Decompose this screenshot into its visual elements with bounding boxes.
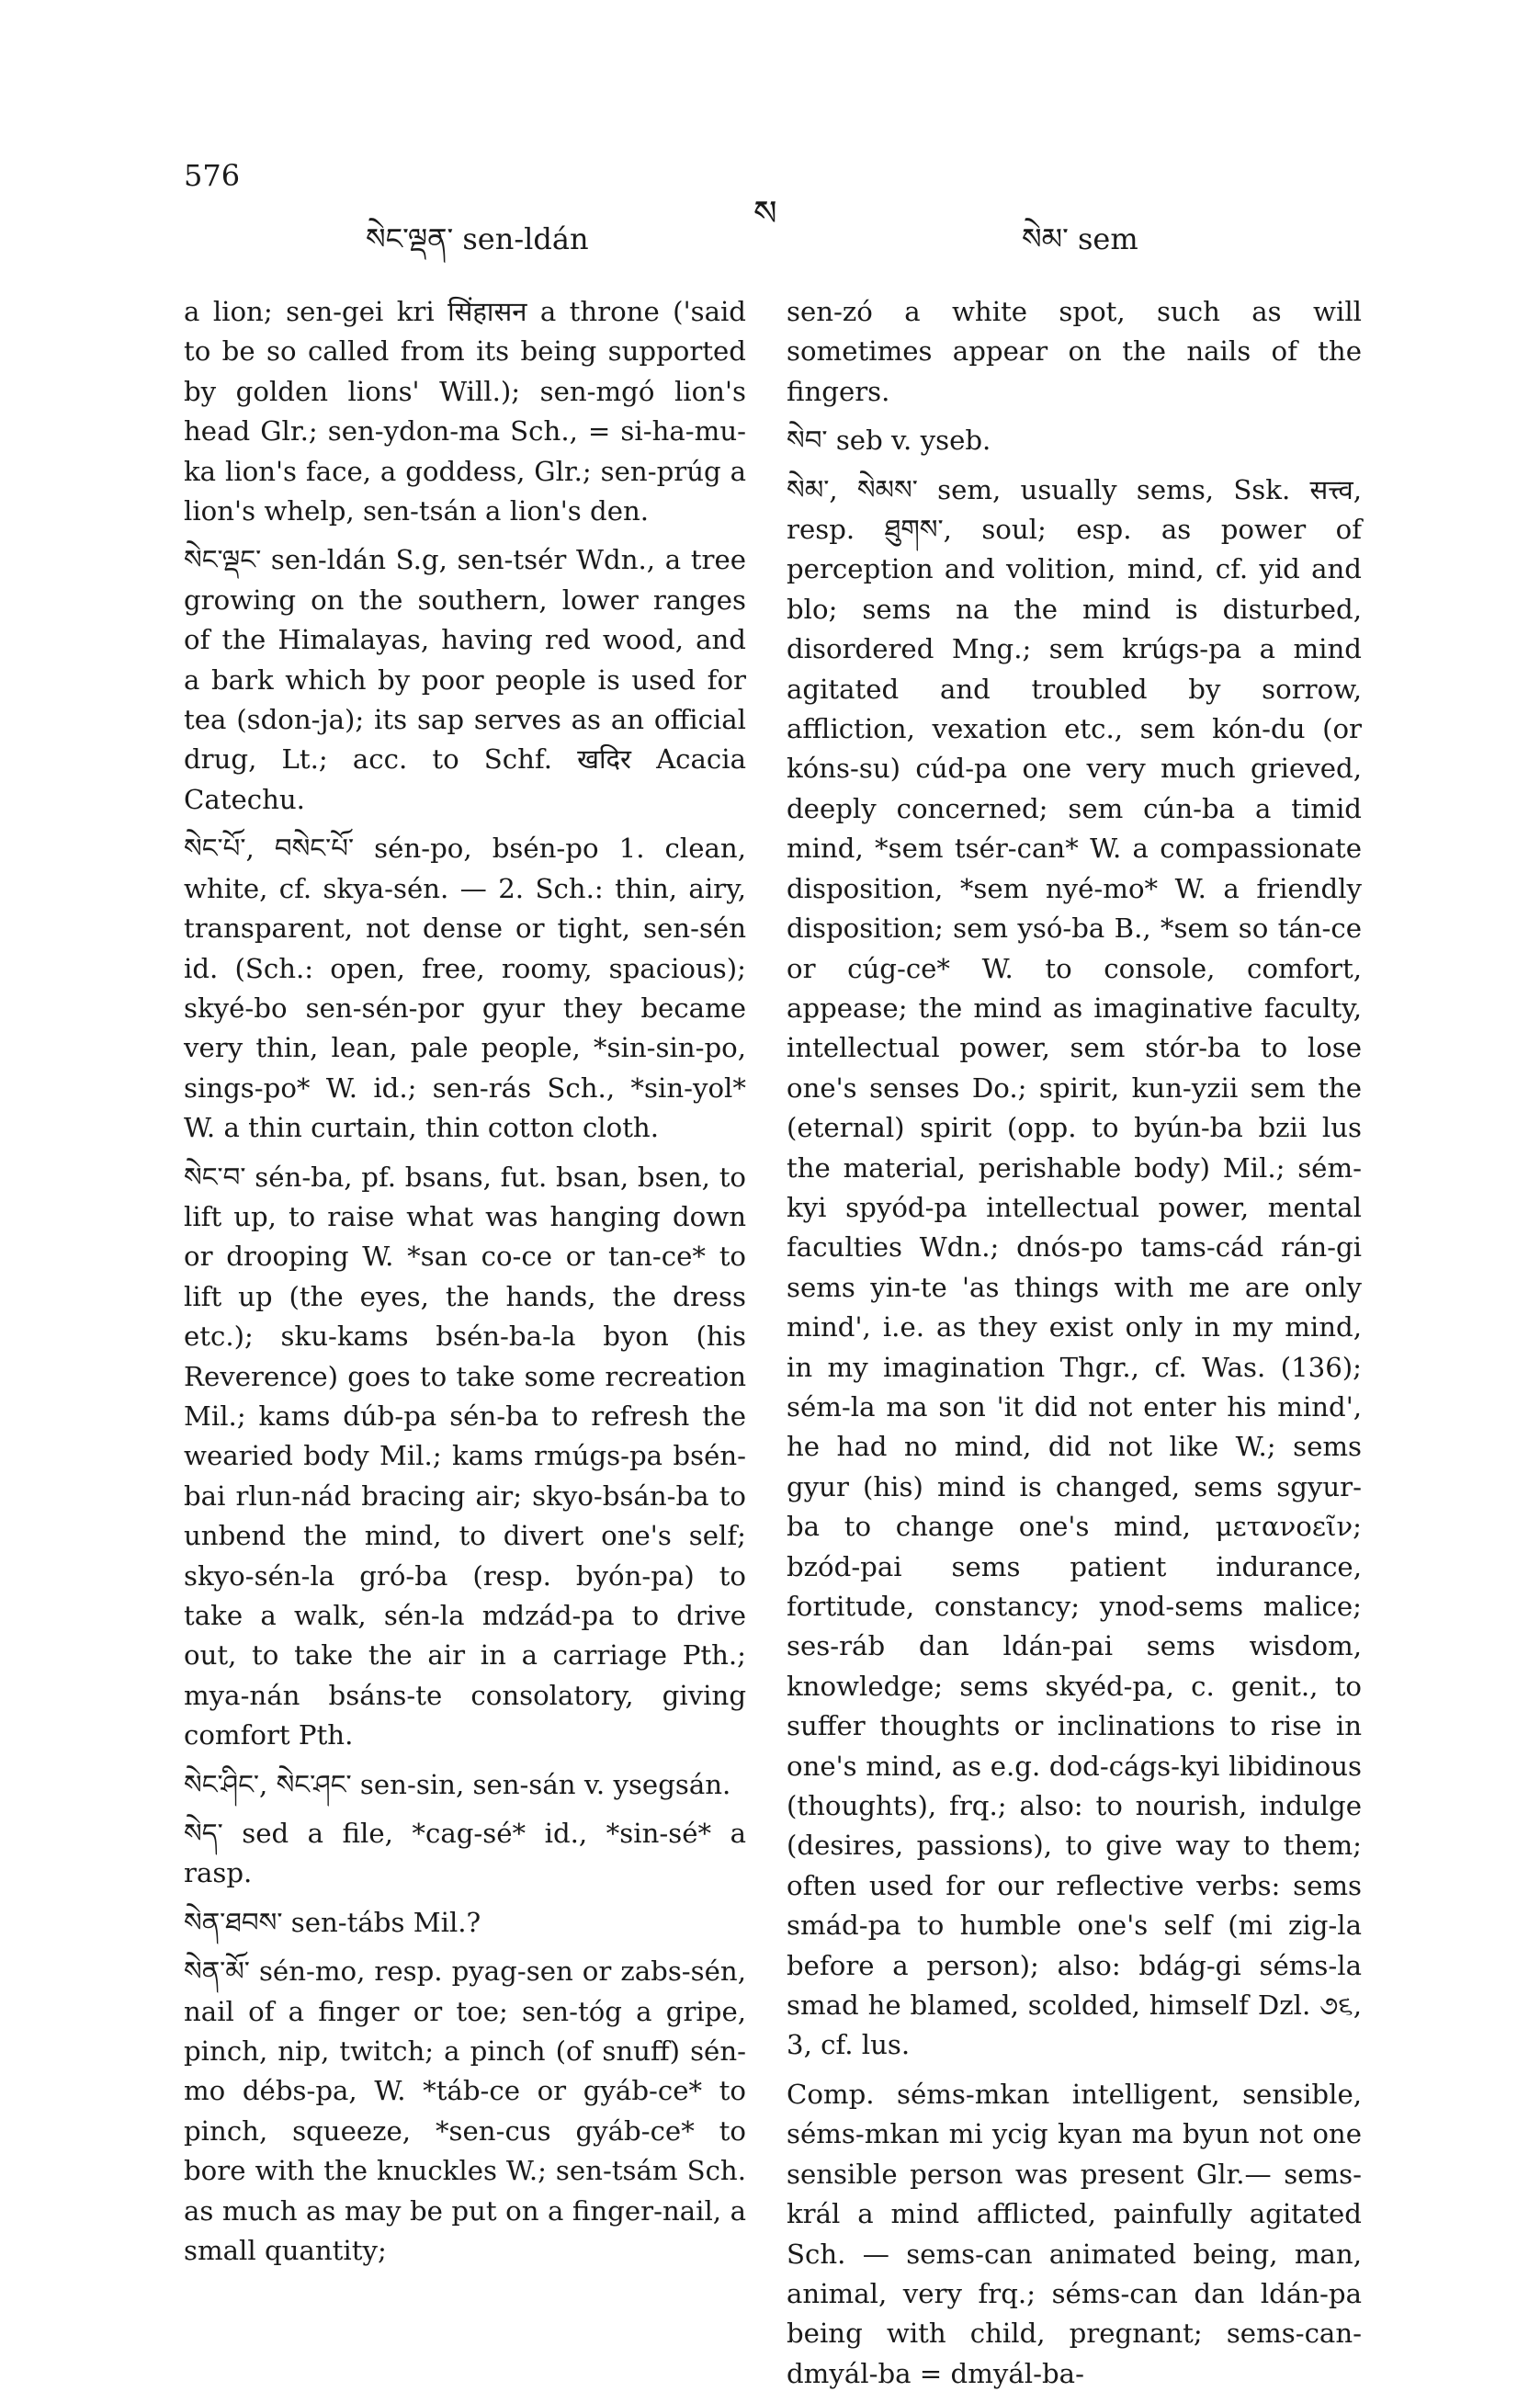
entry: སེང་ཤིང་, སེང་ཤང་ sen-sin, sen-sán v. ysegsán. bbox=[184, 1768, 731, 1800]
running-head-center: ས bbox=[753, 193, 777, 233]
running-head-left: སེང་ལྡན་ sen-ldán bbox=[366, 221, 589, 256]
entry: Comp. séms-mkan intelligent, sensible, séms-mkan mi ycig kyan ma byun not one sensible person was present Glr.— sems-král a mind afflicted, painfully agitated Sch. — sems-can animated being, man, animal, very frq.; séms-can dan ldán-pa being with child, pregnant; sems-can-dmyál-ba = dmyál-ba- bbox=[787, 2078, 1362, 2389]
page-number: 576 bbox=[184, 158, 241, 193]
entry: སེང་བ་ sén-ba, pf. bsans, fut. bsan, bsen, to lift up, to raise what was hanging down or drooping W. *san co-ce or tan-ce* to lift up (the eyes, the hands, the dress etc.); sku-kams bsén-ba-la byon (his Reverence) goes to take some recreation Mil.; kams dúb-pa sén-ba to refresh the wearied body Mil.; kams rmúgs-pa bsén-bai rlun-nád bracing air; skyo-bsán-ba to unbend the mind, to divert one's self; skyo-sén-la gró-ba (resp. byón-pa) to take a walk, sén-la mdzád-pa to drive out, to take the air in a carriage Pth.; mya-nán bsáns-te consolatory, giving comfort Pth. bbox=[184, 1161, 746, 1751]
entry: སེད་ sed a file, *cag-sé* id., *sin-sé* a rasp. bbox=[184, 1818, 746, 1889]
entry: སེན་ཐབས་ sen-tábs Mil.? bbox=[184, 1906, 481, 1938]
entry: སེང་ལྡང་ sen-ldán S.g, sen-tsér Wdn., a tree growing on the southern, lower ranges of the Himalayas, having red wood, and a bark which by poor people is used for tea (sdon-ja); its sap serves as an official drug, Lt.; acc. to Schf. खदिर Acacia Catechu. bbox=[184, 544, 746, 815]
running-head-right: སེམ་ sem bbox=[1022, 221, 1138, 256]
left-column bbox=[184, 292, 746, 2281]
entry: སེང་པོ་, བསེང་པོ་ sén-po, bsén-po 1. clean, white, cf. skya-sén. — 2. Sch.: thin, airy, transparent, not dense or tight, sen-sén id. (Sch.: open, free, roomy, spacious); skyé-bo sen-sén-por gyur they became very thin, lean, pale people, *sin-sin-po, sings-po* W. id.; sen-rás Sch., *sin-yol* W. a thin curtain, thin cotton cloth. bbox=[184, 833, 746, 1144]
right-column bbox=[787, 292, 1362, 2403]
entry: སེན་མོ་ sén-mo, resp. pyag-sen or zabs-sén, nail of a finger or toe; sen-tóg a gripe, pinch, nip, twitch; a pinch (of snuff) sén-mo débs-pa, W. *táb-ce or gyáb-ce* to pinch, squeeze, *sen-cus gyáb-ce* to bore with the knuckles W.; sen-tsám Sch. as much as may be put on a finger-nail, a small quantity; bbox=[184, 1955, 746, 2267]
entry: a lion; sen-gei kri सिंहासन a throne ('said to be so called from its being supported by golden lions' Will.); sen-mgó lion's head Glr.; sen-ydon-ma Sch., = si-ha-mu-ka lion's face, a goddess, Glr.; sen-prúg a lion's whelp, sen-tsán a lion's den. bbox=[184, 296, 746, 527]
entry: sen-zó a white spot, such as will sometimes appear on the nails of the fingers. bbox=[787, 296, 1362, 407]
entry: སེབ་ seb v. yseb. bbox=[787, 425, 991, 457]
entry: སེམ་, སེམས་ sem, usually sems, Ssk. सत्त्व, resp. ཐུགས་, soul; esp. as power of perception and volition, mind, cf. yid and blo; sems na the mind is disturbed, disordered Mng.; sem krúgs-pa a mind agitated and troubled by sorrow, affliction, vexation etc., sem kón-du (or kóns-su) cúd-pa one very much grieved, deeply concerned; sem cún-ba a timid mind, *sem tsér-can* W. a compassionate disposition, *sem nyé-mo* W. a friendly disposition; sem ysó-ba B., *sem so tán-ce or cúg-ce* W. to console, comfort, appease; the mind as imaginative faculty, intellectual power, sem stór-ba to lose one's senses Do.; spirit, kun-yzii sem the (eternal) spirit (opp. to byún-ba bzii lus the material, perishable body) Mil.; sém-kyi spyód-pa intellectual power, mental faculties Wdn.; dnós-po tams-cád rán-gi sems yin-te 'as things with me are only mind', i.e. as they exist only in my mind, in my imagination Thgr., cf. Was. (136); sém-la ma son 'it did not enter his mind', he had no mind, did not like W.; sems gyur (his) mind is changed, sems sgyur-ba to change one's mind, μετανοεῖν; bzód-pai sems patient indurance, fortitude, constancy; ynod-sems malice; ses-ráb dan ldán-pai sems wisdom, knowledge; sems skyéd-pa, c. genit., to suffer thoughts or inclinations to rise in one's mind, as e.g. dod-cágs-kyi libidinous (thoughts), frq.; also: to nourish, indulge (desires, passions), to give way to them; often used for our reflective verbs: sems smád-pa to humble one's self (mi zig-la before a person); also: bdág-gi séms-la smad he blamed, scolded, himself Dzl. ૭૬, 3, cf. lus. bbox=[787, 473, 1362, 2061]
